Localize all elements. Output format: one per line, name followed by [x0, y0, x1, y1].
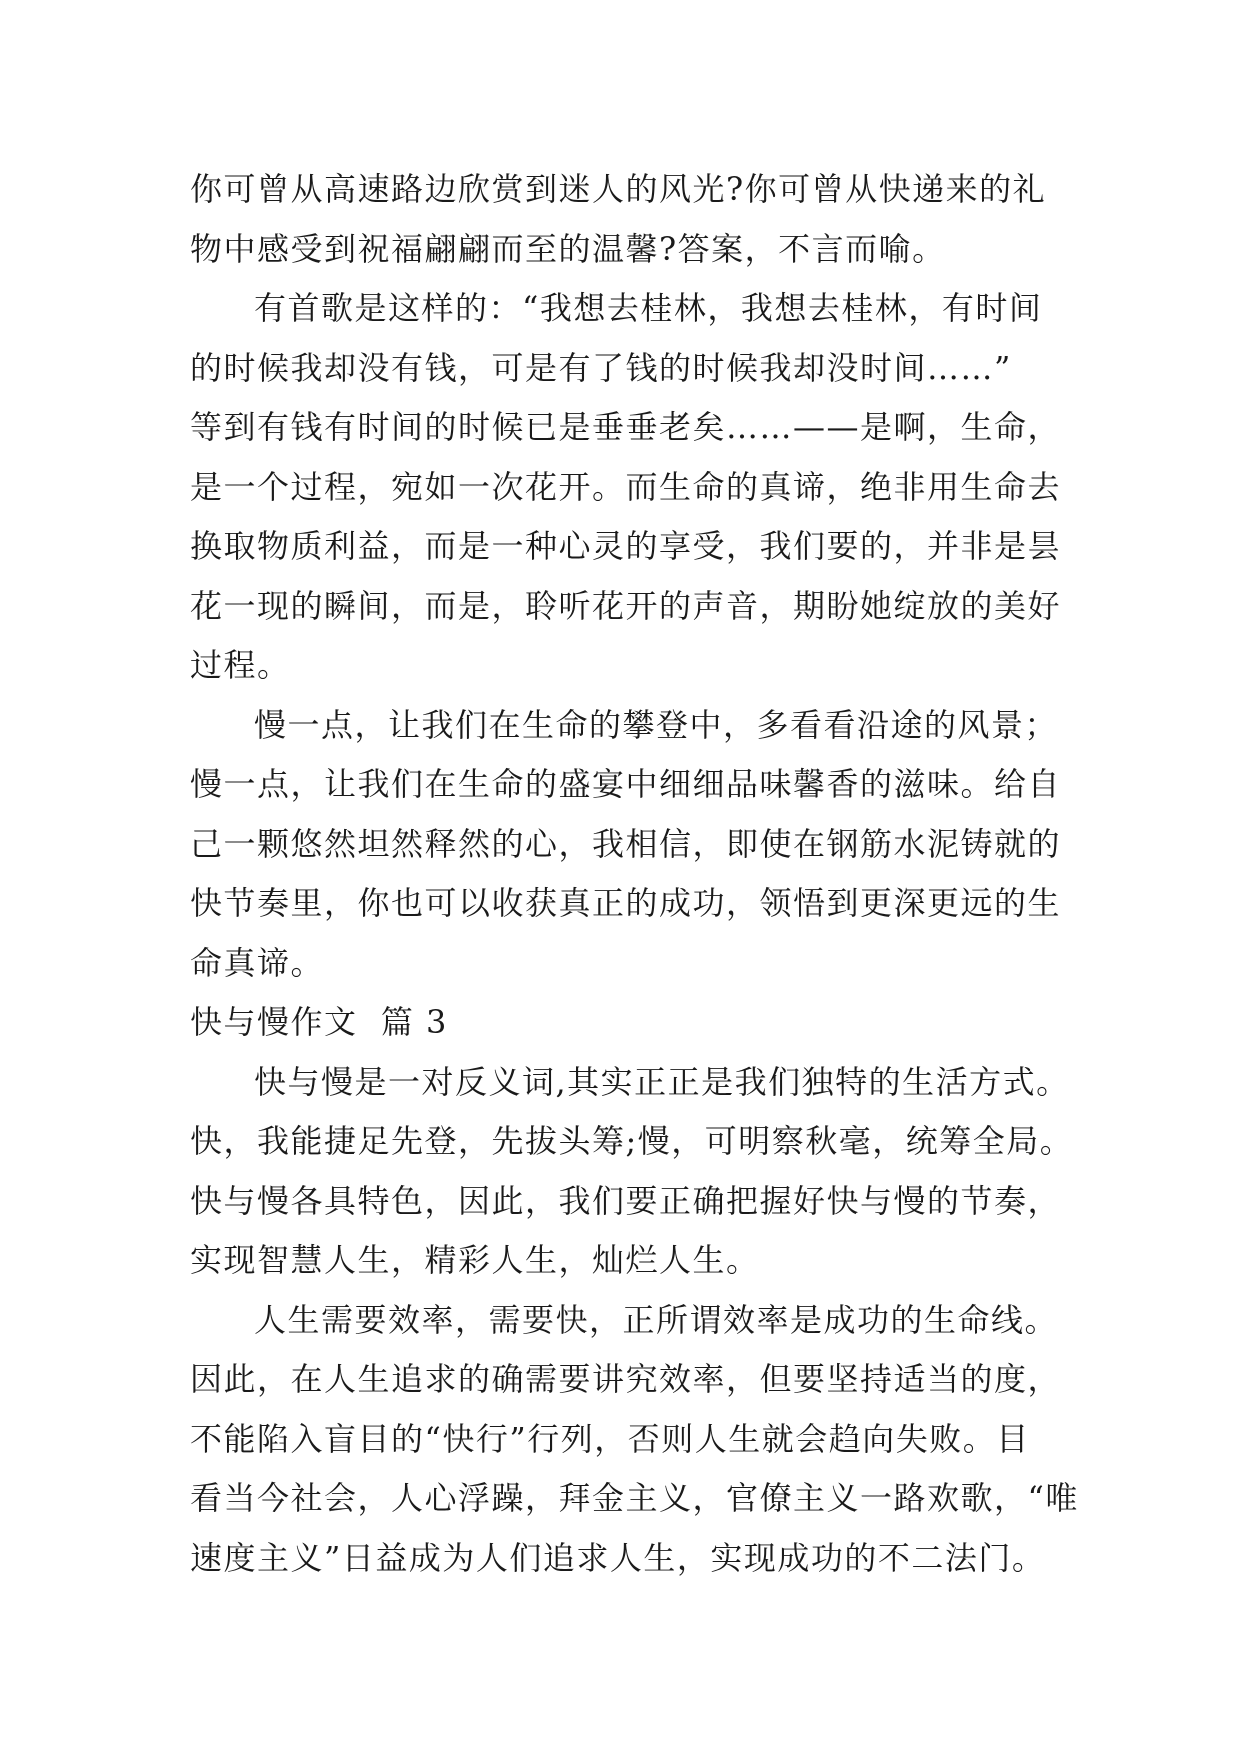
text-line: 速度主义”日益成为人们追求人生，实现成功的不二法门。: [190, 1538, 1046, 1577]
paragraph: [190, 1053, 1074, 1291]
text-line: 花一现的瞬间，而是，聆听花开的声音，期盼她绽放的美好: [190, 586, 1062, 625]
text-line: 物中感受到祝福翩翩而至的温馨?答案，不言而喻。: [190, 229, 946, 268]
text-line: 己一颗悠然坦然释然的心，我相信，即使在钢筋水泥铸就的: [190, 824, 1062, 863]
text-line: 过程。: [190, 646, 291, 684]
text-line: 快与慢是一对反义词,其实正正是我们独特的生活方式。: [254, 1062, 1070, 1101]
text-line: 人生需要效率，需要快，正所谓效率是成功的生命线。: [254, 1300, 1059, 1339]
section-heading: [190, 993, 1070, 1053]
text-line: 慢一点，让我们在生命的攀登中，多看看沿途的风景；: [254, 705, 1059, 744]
text-line: 因此，在人生追求的确需要讲究效率，但要坚持适当的度，: [190, 1360, 1062, 1398]
paragraph: [190, 1291, 1079, 1589]
document-body: [190, 160, 1079, 1588]
text-line: 换取物质利益，而是一种心灵的享受，我们要的，并非是昙: [190, 527, 1062, 565]
text-line: 你可曾从高速路边欣赏到迷人的风光?你可曾从快递来的礼: [190, 170, 1047, 208]
text-line: 的时候我却没有钱，可是有了钱的时候我却没时间……”: [190, 348, 1012, 387]
text-line: 不能陷入盲目的“快行”行列，否则人生就会趋向失败。目: [190, 1419, 1030, 1458]
text-line: 命真谛。: [190, 943, 325, 982]
text-line: 看当今社会，人心浮躁，拜金主义，官僚主义一路欢歌，“唯: [190, 1479, 1079, 1517]
heading-text: 快与慢作文 篇 3: [190, 1003, 448, 1041]
paragraph: [190, 279, 1070, 696]
text-line: 有首歌是这样的：“我想去桂林，我想去桂林，有时间: [254, 289, 1043, 327]
text-line: 实现智慧人生，精彩人生，灿烂人生。: [190, 1241, 760, 1279]
paragraph: [190, 696, 1070, 994]
text-line: 快与慢各具特色，因此，我们要正确把握好快与慢的节奏，: [190, 1181, 1062, 1220]
paragraph: [190, 160, 1070, 279]
text-line: 是一个过程，宛如一次花开。而生命的真谛，绝非用生命去: [190, 467, 1062, 506]
text-line: 慢一点，让我们在生命的盛宴中细细品味馨香的滋味。给自: [190, 765, 1062, 803]
text-line: 快节奏里，你也可以收获真正的成功，领悟到更深更远的生: [190, 884, 1062, 922]
text-line: 快，我能捷足先登，先拔头筹;慢，可明察秋毫，统筹全局。: [190, 1122, 1074, 1160]
text-line: 等到有钱有时间的时候已是垂垂老矣……——是啊，生命，: [190, 408, 1062, 446]
